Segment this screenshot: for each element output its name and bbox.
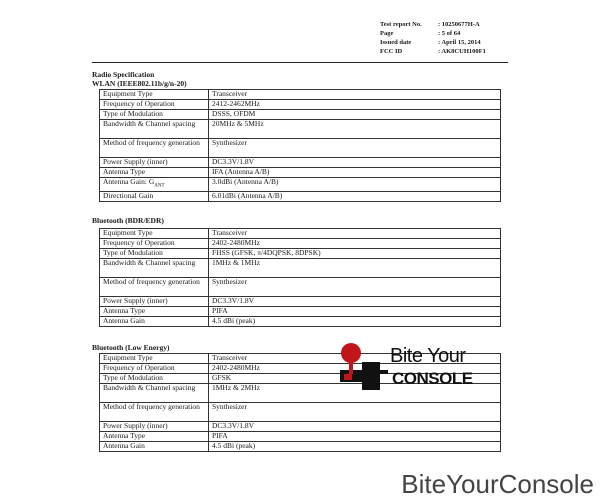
spec-value: IFA (Antenna A/B): [209, 168, 501, 178]
spec-value: Transceiver: [209, 229, 501, 239]
spec-key-text: Antenna Gain: G: [103, 177, 155, 186]
table-row: [100, 422, 501, 432]
spec-key: Type of Modulation: [100, 374, 209, 384]
spec-value: 1MHz & 2MHz: [209, 384, 501, 403]
spec-value: PIFA: [209, 432, 501, 442]
table-row: [100, 317, 501, 327]
spec-value: PIFA: [209, 307, 501, 317]
bluetooth-bdr-edr-spec-table: [99, 228, 501, 327]
spec-value: Synthesizer: [209, 278, 501, 297]
spec-key: Frequency of Operation: [100, 364, 209, 374]
header-value: : AK8CUH100F1: [438, 48, 486, 55]
header-label: Test report No.: [380, 21, 422, 28]
table-row: [100, 90, 501, 100]
spec-key: Frequency of Operation: [100, 100, 209, 110]
header-value: : 5 of 64: [438, 30, 461, 37]
header-row-page: [380, 29, 486, 38]
spec-value: DC3.3V/1.8V: [209, 297, 501, 307]
header-row-report-no: [380, 20, 486, 29]
table-row: [100, 259, 501, 278]
joystick-shaft-shape: [362, 362, 380, 390]
header-label: Issued date: [380, 39, 412, 46]
spec-value: FHSS (GFSK, π/4DQPSK, 8DPSK): [209, 249, 501, 259]
table-row: [100, 442, 501, 452]
header-row-issued-date: [380, 38, 486, 47]
spec-key: Antenna Gain: [100, 317, 209, 327]
spec-key: Method of frequency generation: [100, 403, 209, 422]
table-row: [100, 278, 501, 297]
spec-key: Power Supply (inner): [100, 422, 209, 432]
spec-key: Power Supply (inner): [100, 297, 209, 307]
table-row: [100, 297, 501, 307]
spec-key: Bandwidth & Channel spacing: [100, 259, 209, 278]
spec-key: Method of frequency generation: [100, 278, 209, 297]
bluetooth-bdr-edr-section-title: Bluetooth (BDR/EDR): [92, 216, 164, 225]
header-divider: [92, 62, 508, 63]
table-row: [100, 239, 501, 249]
header-row-fcc-id: [380, 47, 486, 56]
spec-key: Antenna Type: [100, 168, 209, 178]
spec-value: 2402-2480MHz: [209, 364, 501, 374]
spec-key: Directional Gain: [100, 192, 209, 202]
spec-value: 2402-2480MHz: [209, 239, 501, 249]
report-header: [380, 20, 486, 56]
spec-value: Transceiver: [209, 90, 501, 100]
spec-value: 20MHz & 5MHz: [209, 120, 501, 139]
table-row: [100, 432, 501, 442]
joystick-button-shape: [344, 374, 352, 380]
spec-key: Bandwidth & Channel spacing: [100, 384, 209, 403]
spec-key-subscript: ANT: [154, 183, 165, 189]
logo-bar-shape: [380, 370, 388, 374]
spec-key: Type of Modulation: [100, 249, 209, 259]
table-row: [100, 120, 501, 139]
spec-value: Synthesizer: [209, 403, 501, 422]
spec-key: Equipment Type: [100, 229, 209, 239]
table-row: [100, 249, 501, 259]
table-row: [100, 307, 501, 317]
spec-key: Bandwidth & Channel spacing: [100, 120, 209, 139]
header-value: : April 15, 2014: [438, 39, 481, 46]
wlan-section-title: WLAN (IEEE802.11b/g/n-20): [92, 79, 187, 88]
header-value: : 10250677H-A: [438, 21, 480, 28]
spec-value: 4.5 dBi (peak): [209, 317, 501, 327]
spec-value: 3.0dBi (Antenna A/B): [209, 178, 501, 192]
spec-key-antenna-gain: [100, 178, 209, 192]
spec-value: DC3.3V/1.8V: [209, 158, 501, 168]
table-row: [100, 100, 501, 110]
table-row: [100, 403, 501, 422]
radio-specification-title: Radio Specification: [92, 70, 155, 79]
spec-key: Equipment Type: [100, 90, 209, 100]
spec-key: Antenna Type: [100, 432, 209, 442]
table-row: [100, 192, 501, 202]
spec-key: Antenna Gain: [100, 442, 209, 452]
spec-value: Transceiver: [209, 354, 501, 364]
spec-value: 1MHz & 1MHz: [209, 259, 501, 278]
header-label: Page: [380, 30, 394, 37]
watermark-logo-line1: Bite Your: [390, 345, 466, 367]
table-row: [100, 168, 501, 178]
spec-key: Equipment Type: [100, 354, 209, 364]
wlan-spec-table: [99, 89, 501, 202]
spec-value: DC3.3V/1.8V: [209, 422, 501, 432]
table-row: [100, 139, 501, 158]
spec-key: Frequency of Operation: [100, 239, 209, 249]
spec-key: Antenna Type: [100, 307, 209, 317]
header-label: FCC ID: [380, 48, 403, 55]
bluetooth-le-section-title: Bluetooth (Low Energy): [92, 343, 170, 352]
spec-value: Synthesizer: [209, 139, 501, 158]
watermark-logo-line2: CONSOLE: [392, 369, 473, 388]
spec-value: 4.5 dBi (peak): [209, 442, 501, 452]
spec-key: Power Supply (inner): [100, 158, 209, 168]
joystick-stick-shape: [349, 360, 353, 374]
spec-value: GFSK: [209, 374, 501, 384]
spec-value: DSSS, OFDM: [209, 110, 501, 120]
spec-key: Method of frequency generation: [100, 139, 209, 158]
table-row: [100, 158, 501, 168]
spec-key: Type of Modulation: [100, 110, 209, 120]
table-row: [100, 229, 501, 239]
spec-value: 6.01dBi (Antenna A/B): [209, 192, 501, 202]
spec-value: 2412-2462MHz: [209, 100, 501, 110]
table-row: [100, 110, 501, 120]
table-row: [100, 178, 501, 192]
watermark-site-name: BiteYourConsole: [401, 469, 594, 499]
